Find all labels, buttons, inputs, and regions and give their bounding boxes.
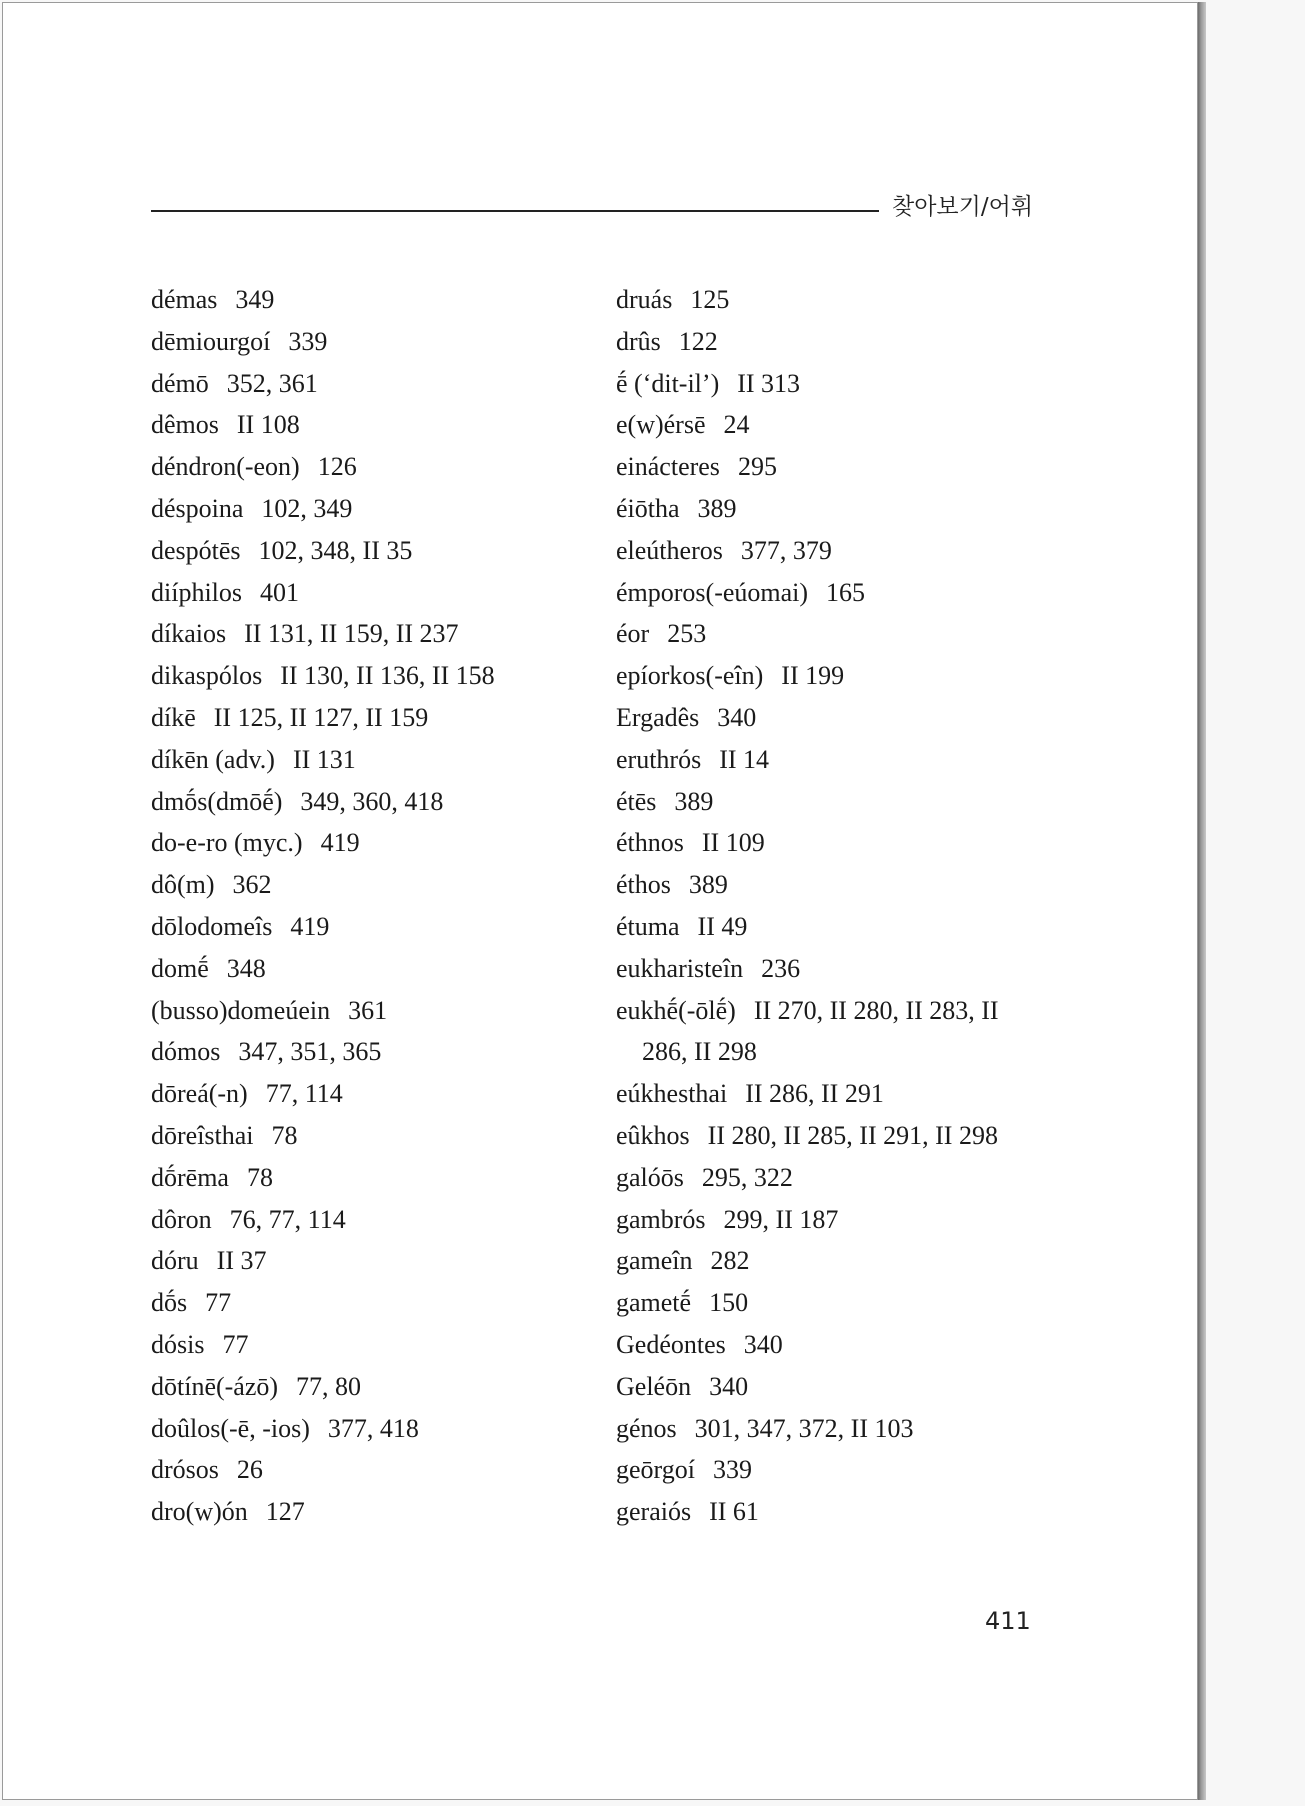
index-entry	[616, 1366, 1056, 1408]
index-page-refs: 236	[761, 953, 801, 983]
index-term: (busso)domeúein	[151, 995, 331, 1025]
index-entry	[151, 822, 591, 864]
index-entry	[616, 1282, 1056, 1324]
index-page-refs: 150	[709, 1288, 749, 1318]
index-page-refs: 165	[826, 577, 866, 607]
index-column-left	[151, 279, 591, 1533]
index-term: gameîn	[616, 1246, 693, 1276]
index-term: dóru	[151, 1246, 199, 1276]
index-page-refs: 301, 347, 372, II 103	[694, 1413, 914, 1443]
index-term: eleútheros	[616, 535, 723, 565]
index-term: dro(w)ón	[151, 1497, 248, 1527]
index-entry	[151, 1449, 591, 1491]
index-page-refs: 78	[271, 1120, 298, 1150]
index-page-refs: II 109	[701, 828, 765, 858]
index-page-refs: 24	[723, 410, 750, 440]
index-entry	[616, 1073, 1056, 1115]
index-entry	[151, 321, 591, 363]
index-term: ḗ (‘dit-il’)	[616, 368, 720, 398]
index-page-refs: II 108	[236, 410, 300, 440]
index-entry	[151, 906, 591, 948]
index-page-refs-continued: 286, II 298	[642, 1037, 757, 1067]
index-entry	[616, 530, 1056, 572]
index-page-refs: 339	[288, 326, 328, 356]
index-entry	[616, 404, 1056, 446]
index-term: dōreîsthai	[151, 1120, 254, 1150]
index-entry	[616, 739, 1056, 781]
index-term: éiōtha	[616, 493, 680, 523]
index-page-refs: II 313	[737, 368, 801, 398]
index-entry	[616, 446, 1056, 488]
index-entry	[151, 1366, 591, 1408]
index-page-refs: 253	[667, 619, 707, 649]
index-page-refs: 340	[717, 702, 757, 732]
index-term: díkaios	[151, 619, 227, 649]
index-entry	[151, 948, 591, 990]
index-entry	[616, 321, 1056, 363]
index-term: dṓs	[151, 1288, 188, 1318]
page-number: 411	[985, 1607, 1031, 1635]
index-entry	[151, 1491, 591, 1533]
index-entry	[151, 363, 591, 405]
index-term: druás	[616, 285, 673, 314]
index-term: Ergadês	[616, 702, 700, 732]
index-entry	[616, 1115, 1056, 1157]
index-page-refs: 377, 379	[740, 535, 832, 565]
index-entry	[151, 613, 591, 655]
index-term: eúkhesthai	[616, 1079, 728, 1109]
index-term: drûs	[616, 326, 661, 356]
index-page-refs: II 61	[709, 1497, 759, 1527]
index-term: diíphilos	[151, 577, 243, 607]
index-page-refs: II 49	[697, 911, 748, 941]
index-term: dōlodomeîs	[151, 911, 273, 941]
index-term: geraiós	[616, 1497, 692, 1527]
index-entry	[616, 363, 1056, 405]
index-term: einácteres	[616, 452, 720, 482]
index-page-refs: 77, 80	[296, 1371, 362, 1401]
index-entry	[151, 1408, 591, 1450]
index-column-right	[616, 279, 1056, 1533]
index-page-refs: 127	[265, 1497, 305, 1527]
index-term: éthnos	[616, 828, 684, 858]
index-term: étuma	[616, 911, 680, 941]
index-page-refs: 295, 322	[701, 1162, 793, 1192]
index-page-refs: 401	[260, 577, 300, 607]
index-page-refs: 77	[205, 1288, 232, 1318]
index-term: dómos	[151, 1037, 221, 1067]
index-page-refs: II 125, II 127, II 159	[213, 702, 429, 732]
index-term: éor	[616, 619, 650, 649]
index-page-refs: 389	[688, 870, 728, 900]
index-page-refs: 352, 361	[226, 368, 318, 398]
index-term: díkē	[151, 702, 196, 732]
index-page-refs: II 14	[719, 744, 770, 774]
index-term: éthos	[616, 870, 671, 900]
index-entry	[151, 1240, 591, 1282]
index-page-refs: II 37	[216, 1246, 267, 1276]
index-entry	[616, 488, 1056, 530]
index-entry	[151, 1157, 591, 1199]
index-term: génos	[616, 1413, 677, 1443]
index-term: eukharisteîn	[616, 953, 744, 983]
index-page-refs: 348	[226, 953, 266, 983]
index-page-refs: 361	[348, 995, 388, 1025]
index-page-refs: II 130, II 136, II 158	[280, 661, 495, 691]
index-page-refs: 347, 351, 365	[238, 1037, 382, 1067]
index-page-refs: 389	[697, 493, 737, 523]
index-term: Gedéontes	[616, 1329, 726, 1359]
index-entry	[151, 739, 591, 781]
index-term: démō	[151, 368, 209, 398]
index-page-refs: II 270, II 280, II 283, II	[753, 995, 999, 1025]
index-term: dēmiourgoí	[151, 326, 271, 356]
index-entry	[616, 655, 1056, 697]
index-entry	[616, 1199, 1056, 1241]
index-term: déndron(-eon)	[151, 452, 300, 482]
index-page-refs: 282	[710, 1246, 750, 1276]
index-entry	[616, 864, 1056, 906]
index-term: dōtínē(-ázō)	[151, 1371, 279, 1401]
index-page-refs: 78	[246, 1162, 273, 1192]
index-term: émporos(-eúomai)	[616, 577, 809, 607]
index-entry	[151, 404, 591, 446]
index-term: eruthrós	[616, 744, 702, 774]
index-entry	[616, 906, 1056, 948]
index-term: dōreá(-n)	[151, 1079, 248, 1109]
index-entry	[616, 1408, 1056, 1450]
index-page-refs: 122	[678, 326, 718, 356]
index-entry	[151, 572, 591, 614]
index-page-refs: II 131	[292, 744, 356, 774]
index-page-refs: 389	[674, 786, 714, 816]
index-page-refs: II 199	[781, 661, 845, 691]
index-page-refs: 340	[743, 1329, 783, 1359]
index-term: dmṓs(dmōḗ)	[151, 786, 283, 816]
index-term: drósos	[151, 1455, 219, 1485]
index-entry	[616, 781, 1056, 823]
index-term: domḗ	[151, 953, 209, 983]
index-page-refs: 349	[235, 285, 275, 314]
running-header: 찾아보기/어휘	[892, 194, 1034, 220]
index-term: eukhḗ(-ōlḗ)	[616, 995, 736, 1025]
index-entry	[151, 655, 591, 697]
index-entry	[151, 697, 591, 739]
index-page-refs: 76, 77, 114	[229, 1204, 346, 1234]
index-entry	[151, 1324, 591, 1366]
index-term: epíorkos(-eîn)	[616, 661, 764, 691]
index-entry	[616, 822, 1056, 864]
index-entry	[151, 1282, 591, 1324]
index-entry	[151, 990, 591, 1032]
index-page-refs: 419	[320, 828, 360, 858]
index-entry	[616, 1449, 1056, 1491]
index-term: démas	[151, 285, 218, 314]
index-page-refs: 339	[712, 1455, 752, 1485]
index-page-refs: 340	[709, 1371, 749, 1401]
index-entry	[151, 781, 591, 823]
index-page-refs: 377, 418	[327, 1413, 419, 1443]
index-term: déspoina	[151, 493, 244, 523]
index-page-refs: II 131, II 159, II 237	[244, 619, 459, 649]
index-term: eûkhos	[616, 1120, 690, 1150]
index-entry	[616, 572, 1056, 614]
index-entry	[151, 446, 591, 488]
index-entry	[151, 1115, 591, 1157]
index-page-refs: 26	[236, 1455, 263, 1485]
index-page-refs: 102, 349	[261, 493, 353, 523]
index-entry	[616, 1491, 1056, 1533]
index-page-refs: 349, 360, 418	[300, 786, 444, 816]
index-term: díkēn (adv.)	[151, 744, 275, 774]
index-entry	[616, 1240, 1056, 1282]
index-term: geōrgoí	[616, 1455, 695, 1485]
index-entry	[616, 613, 1056, 655]
index-term: doûlos(-ē, -ios)	[151, 1413, 310, 1443]
page-edge-shadow	[1198, 2, 1206, 1800]
index-term: do-e-ro (myc.)	[151, 828, 303, 858]
index-entry	[616, 1157, 1056, 1199]
index-entry	[151, 488, 591, 530]
index-entry	[616, 279, 1056, 321]
index-entry	[616, 990, 1056, 1074]
index-term: dêmos	[151, 410, 219, 440]
index-entry	[151, 530, 591, 572]
index-term: gambrós	[616, 1204, 706, 1234]
index-entry	[151, 279, 591, 321]
index-term: Geléōn	[616, 1371, 692, 1401]
index-entry	[151, 1073, 591, 1115]
index-page-refs: 362	[232, 870, 272, 900]
index-entry	[616, 697, 1056, 739]
index-page-refs: 102, 348, II 35	[258, 535, 413, 565]
index-page-refs: 77, 114	[265, 1079, 343, 1109]
index-entry	[151, 1031, 591, 1073]
index-page-refs: 125	[690, 285, 730, 314]
index-term: dôron	[151, 1204, 212, 1234]
index-term: gametḗ	[616, 1288, 692, 1318]
index-term: étēs	[616, 786, 657, 816]
index-entry	[616, 948, 1056, 990]
index-page-refs: 77	[222, 1329, 249, 1359]
book-page	[2, 2, 1198, 1800]
index-page-refs: II 280, II 285, II 291, II 298	[707, 1120, 998, 1150]
index-term: galóōs	[616, 1162, 684, 1192]
index-page-refs: 419	[290, 911, 330, 941]
index-page-refs: 126	[317, 452, 357, 482]
index-term: dósis	[151, 1329, 205, 1359]
index-term: dô(m)	[151, 870, 215, 900]
index-entry	[151, 1199, 591, 1241]
index-term: dṓrēma	[151, 1162, 229, 1192]
header-rule	[151, 210, 879, 212]
index-entry	[616, 1324, 1056, 1366]
index-page-refs: 299, II 187	[723, 1204, 839, 1234]
index-term: despótēs	[151, 535, 241, 565]
index-page-refs: 295	[737, 452, 777, 482]
index-term: e(w)érsē	[616, 410, 706, 440]
index-page-refs: II 286, II 291	[745, 1079, 884, 1109]
index-entry	[151, 864, 591, 906]
index-term: dikaspólos	[151, 661, 263, 691]
